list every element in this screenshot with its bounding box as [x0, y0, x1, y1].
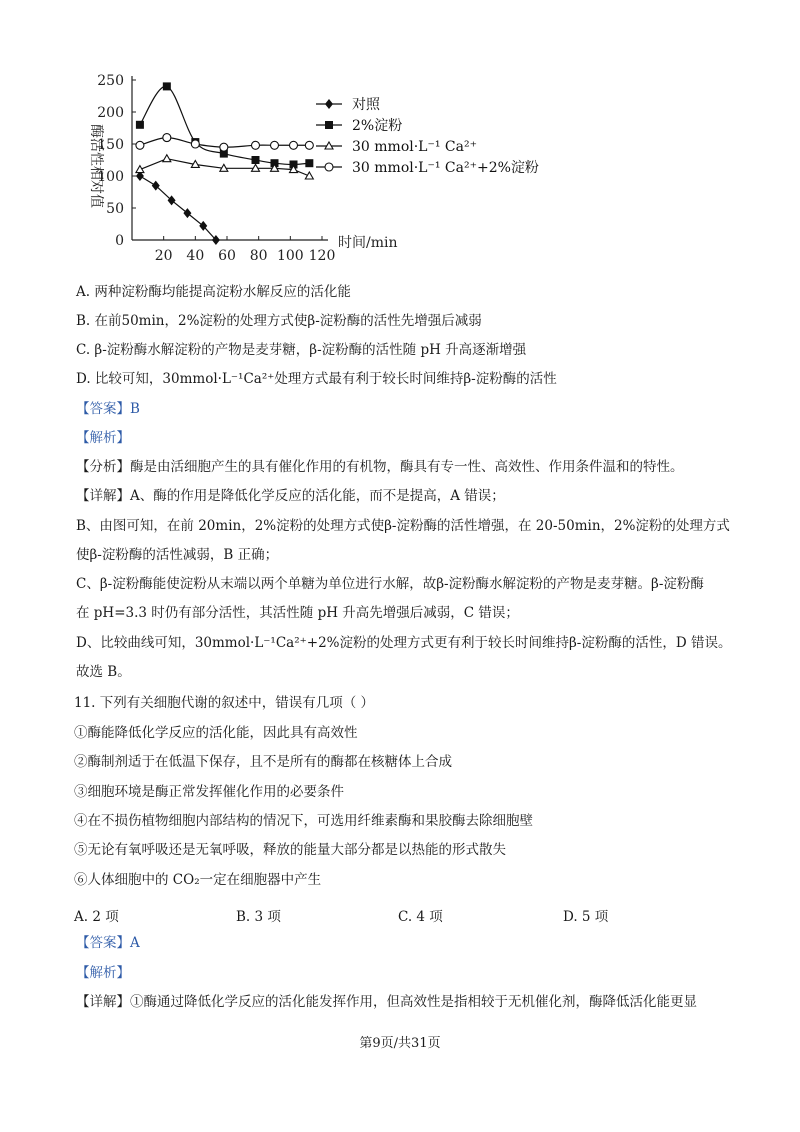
text-line-content: A. 两种淀粉酶均能提高淀粉水解反应的活化能 — [76, 284, 351, 300]
text-line — [76, 605, 519, 621]
text-line — [76, 664, 131, 680]
x-tick-label: 20 — [154, 248, 173, 264]
data-point — [168, 195, 176, 205]
y-tick-label: 100 — [97, 169, 124, 185]
text-line — [74, 695, 374, 711]
text-line — [76, 284, 351, 300]
text-line-content: ①酶能降低化学反应的活化能，因此具有高效性 — [74, 725, 358, 741]
text-line — [76, 518, 730, 534]
legend-label: 30 mmol·L⁻¹ Ca²⁺+2%淀粉 — [352, 160, 539, 176]
answer-option: C. 4 项 — [398, 909, 443, 925]
text-line-content: B. 在前50min，2%淀粉的处理方式使β-淀粉酶的活性先增强后减弱 — [76, 313, 482, 329]
y-tick-label: 200 — [97, 105, 124, 121]
text-line-content: ⑥人体细胞中的 CO₂一定在细胞器中产生 — [74, 872, 322, 888]
text-line — [74, 754, 452, 770]
legend-marker — [325, 163, 333, 171]
text-line-content: 【答案】A — [76, 935, 140, 951]
text-line — [76, 994, 697, 1010]
data-point — [163, 155, 171, 162]
series-line — [140, 176, 216, 240]
text-line — [74, 813, 533, 829]
legend-marker — [325, 121, 333, 129]
y-tick-label: 0 — [115, 233, 124, 249]
data-point — [163, 134, 171, 142]
text-line — [74, 842, 506, 858]
text-line-content: D、比较曲线可知，30mmol·L⁻¹Ca²⁺+2%淀粉的处理方式更有利于较长时间维持β-淀粉酶的活性，D 错误。 — [76, 635, 732, 651]
answer-option: B. 3 项 — [236, 909, 281, 925]
data-point — [271, 141, 279, 149]
text-line — [76, 576, 704, 592]
text-line-content: ②酶制剂适于在低温下保存，且不是所有的酶都在核糖体上合成 — [74, 754, 452, 770]
x-tick-label: 80 — [249, 248, 268, 264]
text-line — [76, 459, 684, 475]
x-tick-label: 60 — [218, 248, 236, 264]
text-line — [74, 872, 321, 888]
legend-label: 30 mmol·L⁻¹ Ca²⁺ — [352, 139, 477, 155]
enzyme-activity-line-chart — [70, 66, 550, 266]
legend-label: 对照 — [352, 97, 380, 113]
text-line-content: ⑤无论有氧呼吸还是无氧呼吸，释放的能量大部分都是以热能的形式散失 — [74, 842, 506, 858]
page-footer: 第9页/共31页 — [359, 1036, 441, 1051]
text-line — [76, 488, 505, 504]
data-point — [290, 141, 298, 149]
data-point — [136, 121, 144, 129]
text-line-content: ③细胞环境是酶正常发挥催化作用的必要条件 — [74, 784, 344, 800]
text-line-content: B、由图可知，在前 20min，2%淀粉的处理方式使β-淀粉酶的活性增强，在 20-50min，2%淀粉的处理方式 — [76, 518, 730, 534]
text-line-content: ④在不损伤植物细胞内部结构的情况下，可选用纤维素酶和果胶酶去除细胞壁 — [74, 813, 533, 829]
text-line-content: 【答案】B — [76, 401, 140, 417]
text-line-content: 在 pH=3.3 时仍有部分活性，其活性随 pH 升高先增强后减弱，C 错误； — [76, 605, 519, 621]
data-point — [305, 141, 313, 149]
data-point — [183, 208, 191, 218]
legend-label: 2%淀粉 — [352, 118, 403, 134]
text-line-content: C. β-淀粉酶水解淀粉的产物是麦芽糖，β-淀粉酶的活性随 pH 升高逐渐增强 — [76, 342, 527, 358]
text-line-content: 使β-淀粉酶的活性减弱，B 正确； — [76, 547, 279, 563]
x-tick-label: 40 — [186, 248, 205, 264]
text-line — [76, 401, 140, 417]
data-point — [252, 141, 260, 149]
text-line — [76, 430, 130, 446]
text-line — [76, 965, 130, 981]
x-tick-label: 100 — [276, 248, 304, 264]
data-point — [136, 141, 144, 149]
text-line — [76, 935, 140, 951]
text-line-content: 【详解】①酶通过降低化学反应的活化能发挥作用，但高效性是指相较于无机催化剂，酶降低活化能更显 — [76, 994, 697, 1010]
data-point — [220, 143, 228, 151]
x-axis-label: 时间/min — [338, 235, 398, 251]
text-line — [76, 342, 526, 358]
y-tick-label: 50 — [106, 201, 124, 217]
text-line-content: 【分析】酶是由活细胞产生的具有催化作用的有机物，酶具有专一性、高效性、作用条件温和的特性。 — [76, 459, 684, 475]
text-line — [74, 784, 344, 800]
text-line — [76, 313, 482, 329]
data-point — [252, 156, 260, 164]
text-line-content: C、β-淀粉酶能使淀粉从末端以两个单糖为单位进行水解，故β-淀粉酶水解淀粉的产物是麦芽糖。β-淀粉酶 — [76, 576, 704, 592]
y-tick-label: 150 — [97, 137, 124, 153]
data-point — [191, 140, 199, 148]
text-line — [74, 725, 358, 741]
data-point — [163, 82, 171, 90]
data-point — [305, 159, 313, 167]
text-line — [76, 635, 731, 651]
data-point — [152, 181, 160, 191]
text-line-content: 【解析】 — [76, 430, 130, 446]
text-line-content: 故选 B。 — [76, 664, 131, 680]
answer-option: A. 2 项 — [74, 909, 119, 925]
text-line-content: 【详解】A、酶的作用是降低化学反应的活化能，而不是提高，A 错误； — [76, 488, 505, 504]
text-line — [76, 547, 278, 563]
x-tick-label: 120 — [308, 248, 336, 264]
text-line-content: 11. 下列有关细胞代谢的叙述中，错误有几项（ ） — [74, 695, 375, 711]
text-line-content: 【解析】 — [76, 965, 130, 981]
legend-marker — [325, 99, 333, 109]
text-line-content: D. 比较可知，30mmol·L⁻¹Ca²⁺处理方式最有利于较长时间维持β-淀粉酶的活性 — [76, 371, 557, 387]
y-tick-label: 250 — [97, 73, 124, 89]
text-line — [76, 371, 557, 387]
y-axis-label: 酶活性相对值 — [88, 124, 104, 208]
answer-option: D. 5 项 — [563, 909, 609, 925]
